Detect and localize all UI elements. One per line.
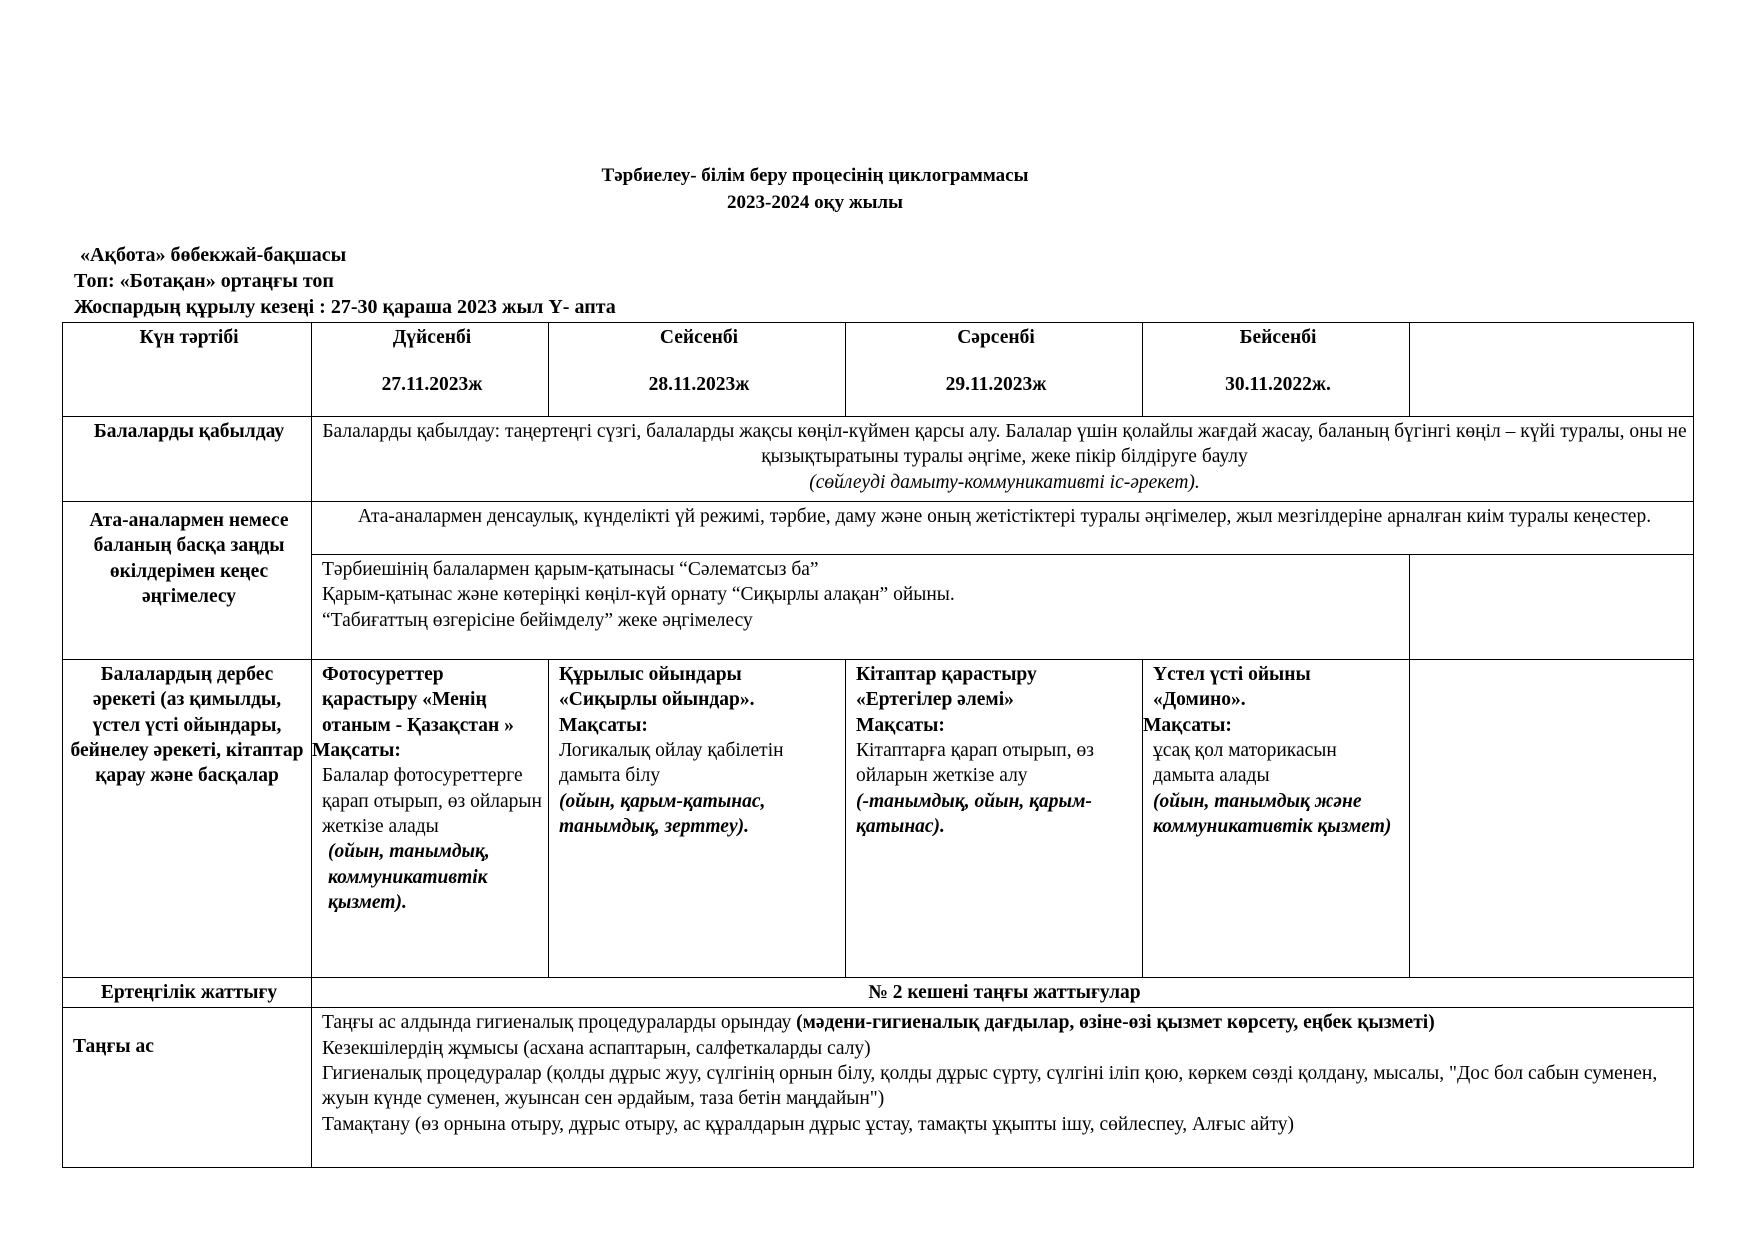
activity-subtitle: «Ертегілер әлемі»: [856, 689, 1014, 711]
header-cell-tuesday: [549, 323, 846, 417]
goal-label: Мақсаты:: [1143, 714, 1232, 736]
activity-wednesday: [846, 660, 1143, 978]
header-cell-schedule: Күн тәртібі: [63, 323, 312, 417]
breakfast-line3: Гигиеналық процедуралар (қолды дұрыс жуу, сүлгінің орнын білу, қолды дұрыс сүрту, сүлгіні іліп қою, көркем сөзді қолдану, мысалы, "Дос бол сабын суменен, жуын күнде суменен, жуынсан сен әрдайым, таза бетін маңдайын"): [322, 1063, 1658, 1110]
reception-content: [312, 417, 1694, 502]
day-date: 30.11.2022ж.: [1225, 374, 1331, 396]
activity-empty-cell: [1410, 660, 1694, 978]
activity-row: [63, 660, 1694, 978]
day-date: 27.11.2023ж: [381, 374, 483, 396]
day-date: 28.11.2023ж: [648, 374, 750, 396]
table-header-row: [63, 323, 1694, 417]
goal-text: Логикалық ойлау қабілетін дамыта білу: [559, 740, 784, 787]
kindergarten-name: «Ақбота» бөбекжай-бақшасы: [80, 244, 347, 266]
activity-title: Фотосуреттер қарастыру «Менің отаным - Қазақстан »: [322, 664, 514, 736]
parents-communication: [312, 555, 1410, 660]
activity-note: (-танымдық, ойын, қарым-қатынас).: [856, 790, 1092, 838]
activity-title: Үстел үсті ойыны: [1153, 664, 1311, 685]
reception-text: Балаларды қабылдау: таңертеңгі сүзгі, балаларды жақсы көңіл-күймен қарсы алу. Балалар үшін қолайлы жағдай жасау, баланың бүгінгі көңіл – күйі туралы, оны не қызықтыратыны туралы әңгіме, жеке пікір білдіруге баулу: [322, 421, 1687, 468]
exercise-row: [63, 978, 1694, 1008]
goal-text: ұсақ қол маторикасын дамыта алады: [1153, 740, 1337, 787]
breakfast-row: [63, 1008, 1694, 1168]
header-cell-wednesday: [846, 323, 1143, 417]
breakfast-line2: Кезекшілердің жұмысы (асхана аспаптарын, салфеткаларды салу): [322, 1037, 871, 1059]
header-cell-thursday: [1143, 323, 1410, 417]
doc-title-line2: 2023-2024 оқу жылы: [727, 192, 903, 213]
activity-tuesday: [549, 660, 846, 978]
parents-row-1: [63, 502, 1694, 555]
goal-label: Мақсаты:: [559, 714, 648, 736]
row-label-reception: Балаларды қабылдау: [63, 417, 312, 502]
breakfast-line1-text: Таңғы ас алдында гигиеналық процедураларды орындау: [322, 1012, 797, 1034]
activity-subtitle: «Сиқырлы ойындар».: [559, 689, 755, 711]
activity-title: Құрылыс ойындары: [559, 664, 742, 685]
row-label-exercise: Ертеңгілік жаттығу: [63, 978, 312, 1008]
goal-text: Кітаптарға қарап отырып, өз ойларын жеткізе алу: [856, 740, 1094, 787]
breakfast-line4: Тамақтану (өз орнына отыру, дұрыс отыру, ас құралдарын дұрыс ұстау, тамақты ұқыпты ішу, сөйлеспеу, Алғыс айту): [322, 1113, 1295, 1135]
planning-period: Жоспардың құрылу кезеңі : 27-30 қараша 2023 жыл Ү- апта: [74, 296, 616, 318]
day-date: 29.11.2023ж: [945, 374, 1047, 396]
parents-consultation-text: Ата-аналармен денсаулық, күнделікті үй режимі, тәрбие, даму және оның жетістіктері туралы әңгімелер, жыл мезгілдеріне арналған киім туралы кеңестер.: [312, 502, 1694, 555]
breakfast-line1: [322, 1010, 1687, 1035]
day-name: Сейсенбі: [659, 327, 739, 348]
header-cell-empty: [1410, 323, 1694, 417]
goal-label: Мақсаты:: [856, 714, 945, 736]
activity-thursday: [1143, 660, 1410, 978]
breakfast-line1-skills: (мәдени-гигиеналық дағдылар, өзіне-өзі қызмет көрсету, еңбек қызметі): [796, 1012, 1435, 1034]
parents-line: “Табиғаттың өзгерісіне бейімделу” жеке әңгімелесу: [322, 609, 753, 631]
doc-title-line1: Тәрбиелеу- білім беру процесінің циклограммасы: [601, 165, 1029, 186]
day-name: Дүйсенбі: [392, 327, 472, 348]
goal-text: Балалар фотосуреттерге қарап отырып, өз ойларын жеткізе алады: [322, 765, 542, 838]
row-label-breakfast: Таңғы ас: [63, 1008, 312, 1168]
reception-row: [63, 417, 1694, 502]
exercise-content: № 2 кешені таңғы жаттығулар: [312, 978, 1694, 1008]
activity-note: (ойын, танымдық, коммуникативтік қызмет).: [328, 841, 490, 914]
activity-monday: [312, 660, 549, 978]
header-cell-monday: [312, 323, 549, 417]
goal-label: Мақсаты:: [312, 740, 401, 762]
parents-line: Тәрбиешінің балалармен қарым-қатынасы “Сәлематсыз ба”: [322, 559, 819, 580]
reception-note: (сөйлеуді дамыту-коммуникативті іс-әрекет).: [809, 471, 1200, 493]
group-name: Топ: «Ботақан» ортаңғы топ: [74, 270, 334, 292]
day-name: Сәрсенбі: [957, 327, 1035, 348]
row-label-activity: Балалардың дербес әрекеті (аз қимылды, үстел үсті ойындары, бейнелеу әрекеті, кітаптар қарау және басқалар: [63, 660, 312, 978]
parents-line: Қарым-қатынас және көтеріңкі көңіл-күй орнату “Сиқырлы алақан” ойыны.: [322, 584, 955, 606]
activity-title: Кітаптар қарастыру: [856, 664, 1037, 685]
day-name: Бейсенбі: [1239, 327, 1317, 348]
activity-note: (ойын, танымдық және коммуникативтік қызмет): [1153, 790, 1392, 838]
activity-note: (ойын, қарым-қатынас, танымдық, зерттеу).: [559, 790, 766, 838]
parents-empty-cell: [1410, 555, 1694, 660]
breakfast-content: [312, 1008, 1694, 1168]
row-label-parents: Ата-аналармен немесе баланың басқа заңды өкілдерімен кеңес әңгімелесу: [63, 502, 312, 660]
activity-subtitle: «Домино».: [1153, 689, 1246, 711]
cyclogram-table: [62, 322, 1694, 1168]
